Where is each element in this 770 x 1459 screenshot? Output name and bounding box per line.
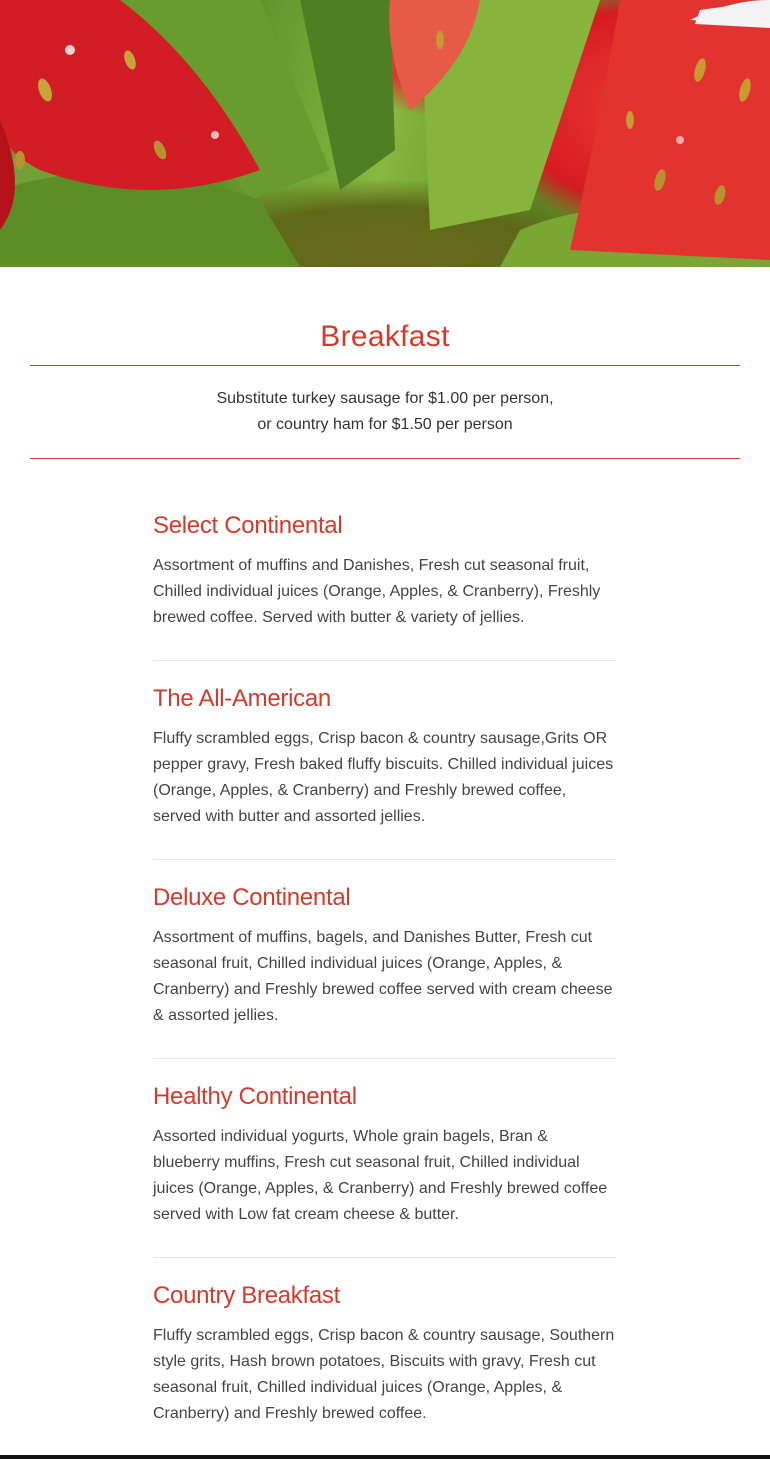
menu-item-description: Assortment of muffins and Danishes, Fresh cut seasonal fruit, Chilled individual juices (Orange, Apples, & Cranberry), Freshly brewed coffee. Served with butter & variety of jellies. [153,557,601,626]
menu-item-title: Deluxe Continental [153,884,351,911]
menu-item-title: Healthy Continental [153,1083,357,1110]
menu-item [153,508,616,661]
menu-item [153,1278,616,1456]
menu-item-description: Fluffy scrambled eggs, Crisp bacon & country sausage,Grits OR pepper gravy, Fresh baked fluffy biscuits. Chilled individual juices (Orange, Apples, & Cranberry) and Freshly brewed coffee, served with butter and assorted jellies. [153,730,614,825]
note-line-1: Substitute turkey sausage for $1.00 per person, [216,390,554,407]
bottom-edge-bar [0,1455,770,1459]
menu-item-description: Fluffy scrambled eggs, Crisp bacon & country sausage, Southern style grits, Hash brown potatoes, Biscuits with gravy, Fresh cut seasonal fruit, Chilled individual juices (Orange, Apples, & Cranberry) and Freshly brewed coffee. [153,1327,615,1422]
page-title: Breakfast [320,320,450,354]
menu-item [153,681,616,860]
menu-item-description: Assortment of muffins, bagels, and Danishes Butter, Fresh cut seasonal fruit, Chilled individual juices (Orange, Apples, & Cranberry) and Freshly brewed coffee served with cream cheese & assorted jellies. [153,929,613,1024]
strawberry-illustration [0,0,770,267]
note-line-2: or country ham for $1.50 per person [257,416,513,433]
menu-item-title: Select Continental [153,512,343,539]
menu-item-title: Country Breakfast [153,1282,340,1309]
menu-item [153,880,616,1059]
bottom-divider [30,458,740,459]
menu-item-description: Assorted individual yogurts, Whole grain bagels, Bran & blueberry muffins, Fresh cut seasonal fruit, Chilled individual juices (Orange, Apples, & Cranberry) and Freshly brewed coffee served with Low fat cream cheese & butter. [153,1128,608,1223]
menu-item-title: The All-American [153,685,331,712]
top-divider [30,365,740,366]
breakfast-menu [153,508,616,1456]
menu-item [153,1079,616,1258]
substitution-note [0,386,770,438]
hero-image [0,0,770,267]
